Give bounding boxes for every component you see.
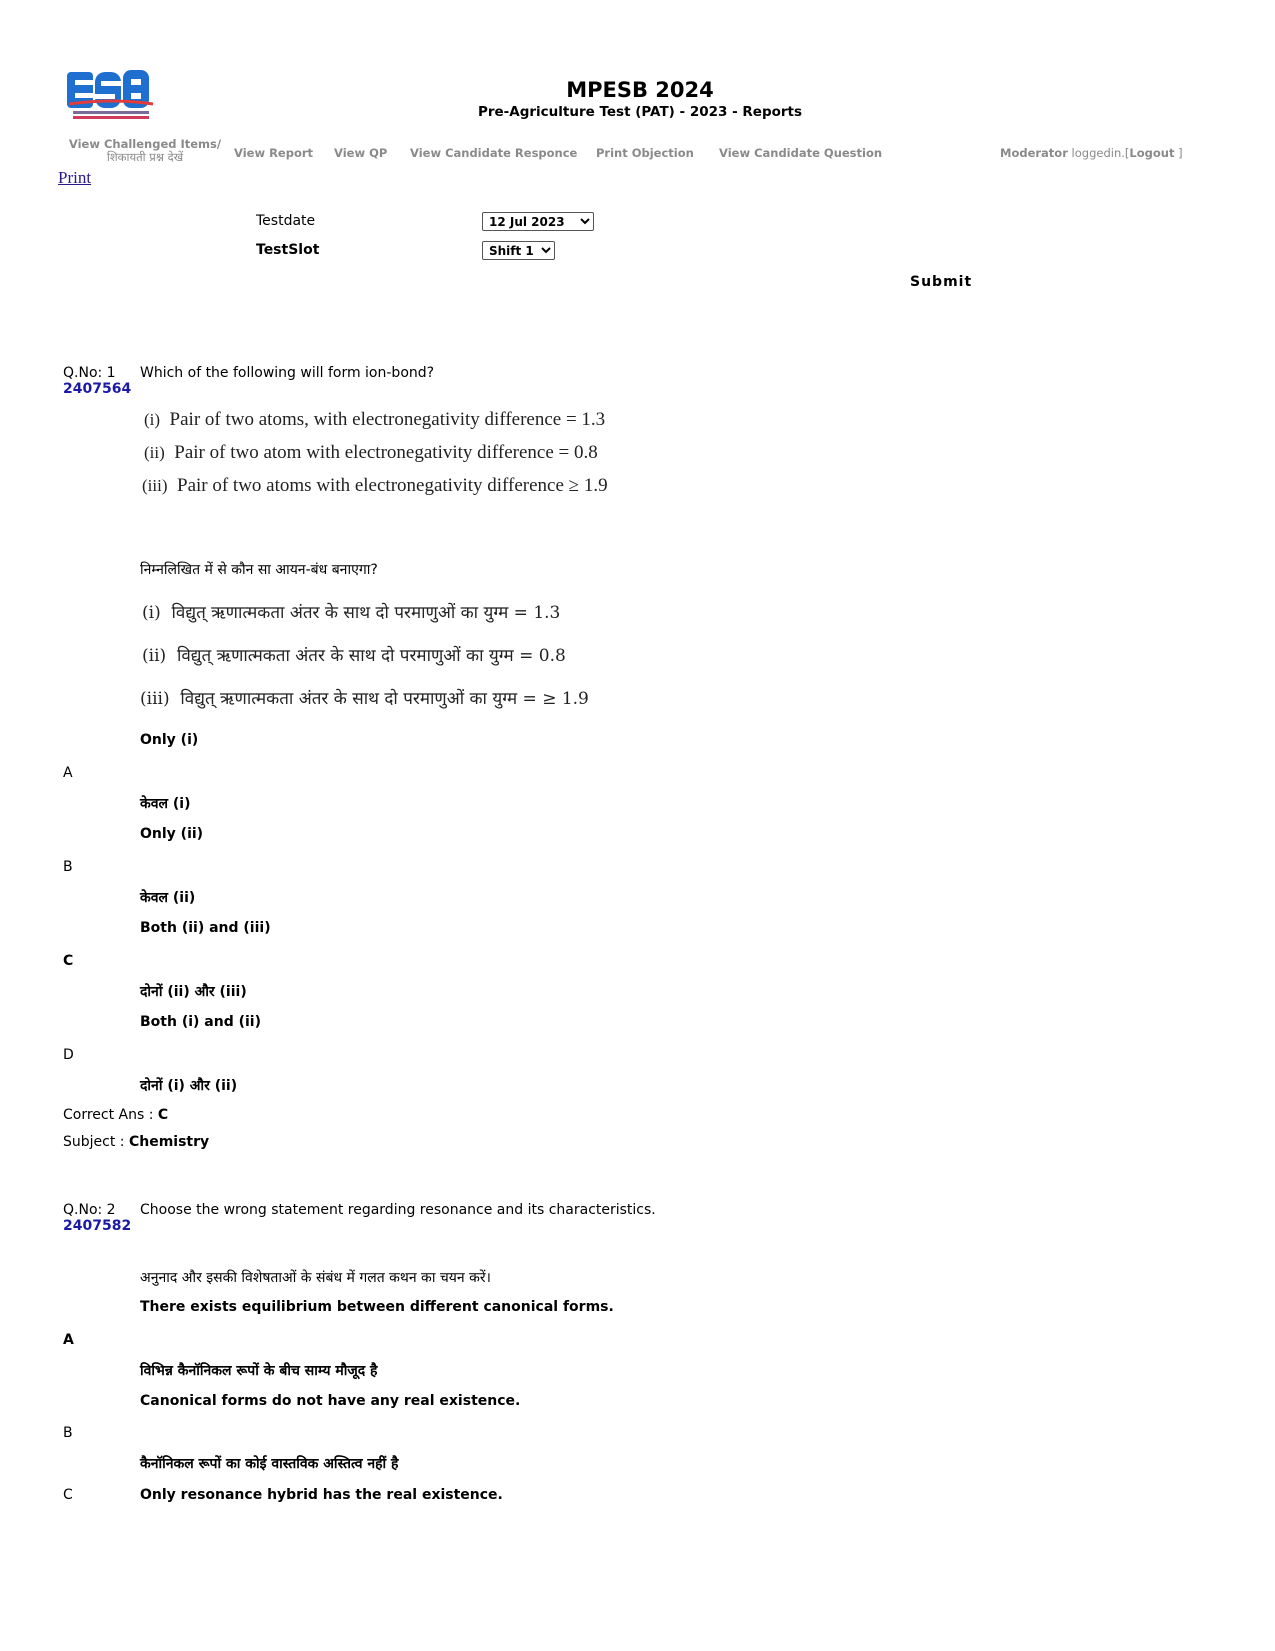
moderator-label: Moderator (1000, 146, 1068, 160)
q1-item-en-1-num: (i) (144, 410, 161, 429)
q1-item-en-1 (144, 409, 605, 431)
print-link[interactable]: Print (58, 168, 92, 187)
q1-item-hi-3-text: विद्युत् ऋणात्मकता अंतर के साथ दो परमाणुओं का युग्म = ≥ 1.9 (180, 689, 589, 709)
q1-item-en-1-text: Pair of two atoms, with electronegativity difference = 1.3 (169, 409, 606, 430)
q1-item-hi-1-text: विद्युत् ऋणात्मकता अंतर के साथ दो परमाणुओं का युग्म = 1.3 (171, 603, 561, 623)
moderator-status (1000, 146, 1183, 160)
logout-link[interactable]: Logout (1129, 146, 1175, 160)
q2-option-a-hi: विभिन्न कैनॉनिकल रूपों के बीच साम्य मौजूद है (140, 1363, 378, 1379)
nav-view-report[interactable]: View Report (234, 146, 314, 160)
testdate-label: Testdate (256, 213, 316, 229)
page-title: MPESB 2024 (566, 78, 714, 102)
q1-option-a-letter: A (63, 765, 73, 781)
q2-text-en: Choose the wrong statement regarding resonance and its characteristics. (140, 1202, 656, 1218)
q1-text-en: Which of the following will form ion-bond? (140, 365, 435, 381)
q1-correct-answer (63, 1107, 168, 1123)
nav-challenged-en[interactable]: View Challenged Items/ (68, 137, 222, 151)
q1-option-a-hi: केवल (i) (140, 796, 191, 812)
nav-view-qp[interactable]: View QP (334, 146, 388, 160)
close-bracket: ] (1178, 146, 1183, 160)
q2-option-b-en: Canonical forms do not have any real existence. (140, 1393, 521, 1409)
q1-item-hi-1-num: (i) (142, 603, 161, 623)
q1-option-d-en: Both (i) and (ii) (140, 1014, 261, 1030)
q1-option-b-hi: केवल (ii) (140, 890, 196, 906)
q1-option-d-hi: दोनों (i) और (ii) (140, 1078, 238, 1094)
q2-number: Q.No: 2 (63, 1202, 116, 1218)
correct-ans-value: C (157, 1107, 169, 1123)
subject-value: Chemistry (128, 1134, 210, 1150)
q1-option-c-en: Both (ii) and (iii) (140, 920, 271, 936)
q1-item-en-2 (144, 442, 598, 464)
q1-item-en-2-num: (ii) (144, 443, 165, 462)
q1-option-a-en: Only (i) (140, 732, 199, 748)
q2-option-b-hi: कैनॉनिकल रूपों का कोई वास्तविक अस्तित्व नहीं है (140, 1456, 399, 1472)
q1-subject (63, 1134, 209, 1150)
nav-view-candidate-question[interactable]: View Candidate Question (719, 146, 883, 160)
q1-item-hi-2-text: विद्युत् ऋणात्मकता अंतर के साथ दो परमाणुओं का युग्म = 0.8 (176, 646, 566, 666)
nav-view-candidate-responce[interactable]: View Candidate Responce (410, 146, 578, 160)
q1-item-en-3-num: (iii) (142, 476, 168, 495)
q1-item-hi-1 (142, 600, 560, 623)
q1-number: Q.No: 1 (63, 365, 116, 381)
q1-item-hi-2 (142, 643, 566, 666)
q2-option-a-letter: A (63, 1332, 74, 1348)
nav-print-objection[interactable]: Print Objection (596, 146, 694, 160)
q1-text-hi: निम्नलिखित में से कौन सा आयन-बंध बनाएगा? (140, 562, 378, 578)
q1-item-hi-3 (140, 686, 589, 709)
nav-view-challenged-items[interactable] (60, 138, 230, 164)
q1-option-c-hi: दोनों (ii) और (iii) (140, 984, 247, 1000)
q1-option-b-letter: B (63, 859, 73, 875)
q1-option-d-letter: D (63, 1047, 74, 1063)
testslot-select[interactable] (482, 241, 555, 260)
q2-option-a-en: There exists equilibrium between different canonical forms. (140, 1299, 614, 1315)
testslot-label: TestSlot (256, 242, 320, 258)
esb-logo (67, 70, 157, 126)
loggedin-text: loggedin.[ (1071, 146, 1130, 160)
q1-item-hi-3-num: (iii) (140, 689, 170, 709)
nav-challenged-hi[interactable]: शिकायती प्रश्न देखें (106, 150, 184, 164)
q1-item-en-3-text: Pair of two atoms with electronegativity difference ≥ 1.9 (177, 475, 608, 496)
q2-text-hi: अनुनाद और इसकी विशेषताओं के संबंध में गलत कथन का चयन करें। (140, 1270, 491, 1286)
q1-item-en-2-text: Pair of two atom with electronegativity difference = 0.8 (174, 442, 598, 463)
testdate-select[interactable] (482, 212, 594, 231)
q1-option-c-letter: C (63, 953, 74, 969)
q1-item-hi-2-num: (ii) (142, 646, 167, 666)
q1-id[interactable]: 2407564 (63, 381, 132, 397)
q2-id[interactable]: 2407582 (63, 1218, 132, 1234)
q2-option-b-letter: B (63, 1425, 73, 1441)
q2-option-c-en: Only resonance hybrid has the real existence. (140, 1487, 503, 1503)
submit-button[interactable]: Submit (910, 274, 973, 290)
subject-label: Subject : (63, 1134, 125, 1150)
q2-option-c-letter: C (63, 1487, 73, 1503)
correct-ans-label: Correct Ans : (63, 1107, 154, 1123)
page-subtitle: Pre-Agriculture Test (PAT) - 2023 - Reports (477, 104, 803, 120)
q1-item-en-3 (142, 475, 608, 497)
q1-option-b-en: Only (ii) (140, 826, 204, 842)
esb-logo-icon (67, 70, 157, 126)
